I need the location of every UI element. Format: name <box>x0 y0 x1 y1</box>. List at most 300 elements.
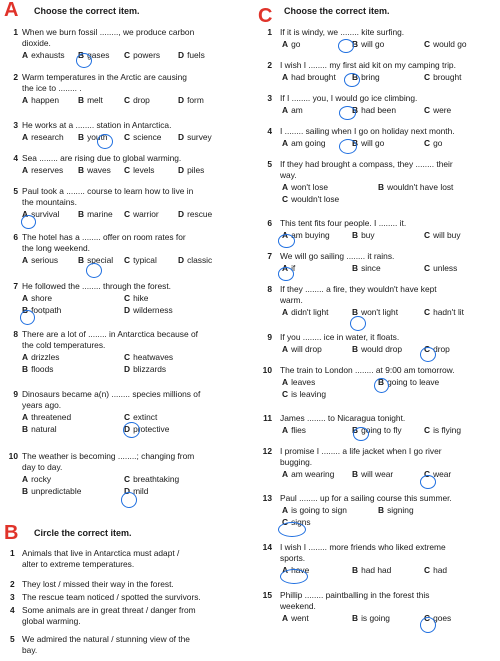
question-text: We will go sailing ........ it rains. <box>280 251 395 261</box>
option-text: go <box>291 39 301 49</box>
options-row <box>282 344 498 355</box>
option-letter: A <box>22 165 29 175</box>
option-letter: A <box>282 565 289 575</box>
answer-option[interactable] <box>124 50 160 61</box>
answer-option[interactable] <box>124 95 150 106</box>
option-text: drizzles <box>31 352 60 362</box>
answer-option[interactable] <box>124 474 179 485</box>
question-text: I promise I ........ a life jacket when I go river <box>280 446 442 456</box>
option-text: would go <box>433 39 467 49</box>
section-title-c: Choose the correct item. <box>284 6 390 16</box>
option-text: since <box>361 263 381 273</box>
circle-item[interactable] <box>10 548 179 559</box>
option-text: signing <box>387 505 414 515</box>
answer-option[interactable] <box>22 352 59 363</box>
option-letter: B <box>352 425 359 435</box>
circle-item[interactable] <box>10 634 190 645</box>
answer-option[interactable] <box>352 613 390 624</box>
option-text: wouldn't have lost <box>387 182 454 192</box>
options-row <box>22 474 244 485</box>
options-row <box>22 165 244 176</box>
answer-option[interactable] <box>352 263 381 274</box>
option-text: flies <box>291 425 306 435</box>
item-number: 2 <box>10 579 15 589</box>
option-letter: D <box>178 165 185 175</box>
option-text: reserves <box>31 165 64 175</box>
option-text: classic <box>187 255 213 265</box>
option-text: go <box>433 138 443 148</box>
item-text: The rescue team noticed / spotted the survivors. <box>22 592 201 602</box>
answer-option[interactable] <box>124 132 161 143</box>
answer-option[interactable] <box>22 95 59 106</box>
circle-item[interactable] <box>10 579 174 590</box>
question-text: I wish I ........ my first aid kit on my camping trip. <box>280 60 456 70</box>
option-letter: A <box>282 425 289 435</box>
option-letter: B <box>22 486 29 496</box>
option-text: exhausts <box>31 50 65 60</box>
answer-option[interactable] <box>124 424 169 435</box>
question-number: 15 <box>262 590 272 600</box>
answer-option[interactable] <box>22 132 64 143</box>
question-text: warm. <box>280 295 303 305</box>
options-row <box>22 95 244 106</box>
answer-option[interactable] <box>282 307 329 318</box>
question-text: James ........ to Nicaragua tonight. <box>280 413 406 423</box>
question-number: 7 <box>267 251 272 261</box>
option-letter: C <box>424 469 431 479</box>
answer-option[interactable] <box>282 138 326 149</box>
option-text: typical <box>133 255 157 265</box>
answer-option[interactable] <box>424 565 447 576</box>
option-letter: B <box>378 377 385 387</box>
options-row <box>282 105 498 116</box>
question-text: weekend. <box>280 601 316 611</box>
option-letter: A <box>282 72 289 82</box>
answer-option[interactable] <box>282 469 334 480</box>
answer-option[interactable] <box>424 39 467 50</box>
answer-option[interactable] <box>352 39 384 50</box>
option-letter: A <box>22 293 29 303</box>
option-text: special <box>87 255 114 265</box>
answer-option[interactable] <box>22 255 58 266</box>
option-text: unpredictable <box>31 486 82 496</box>
option-letter: A <box>282 263 289 273</box>
option-text: had <box>433 565 448 575</box>
option-text: breathtaking <box>133 474 180 484</box>
answer-option[interactable] <box>178 132 212 143</box>
option-letter: A <box>22 352 29 362</box>
answer-option[interactable] <box>22 474 51 485</box>
answer-option[interactable] <box>424 263 457 274</box>
section-letter-a: A <box>4 0 19 21</box>
options-row <box>22 255 244 266</box>
option-letter: C <box>424 565 431 575</box>
option-text: will drop <box>291 344 322 354</box>
option-text: buy <box>361 230 375 240</box>
option-letter: A <box>22 209 29 219</box>
options-row <box>282 138 498 149</box>
answer-option[interactable] <box>282 344 322 355</box>
options-row <box>282 377 498 388</box>
answer-option[interactable] <box>282 377 315 388</box>
option-text: rocky <box>31 474 52 484</box>
options-row <box>282 469 498 480</box>
question-number: 9 <box>267 332 272 342</box>
answer-option[interactable] <box>424 307 464 318</box>
option-letter: D <box>178 132 185 142</box>
option-letter: C <box>124 255 131 265</box>
option-text: wouldn't lose <box>291 194 340 204</box>
answer-option[interactable] <box>178 209 212 220</box>
option-letter: B <box>78 165 85 175</box>
option-text: is going <box>361 613 390 623</box>
answer-option[interactable] <box>424 425 461 436</box>
option-text: piles <box>187 165 205 175</box>
circle-item[interactable] <box>10 559 134 570</box>
answer-option[interactable] <box>78 165 111 176</box>
answer-option[interactable] <box>282 194 339 205</box>
answer-option[interactable] <box>378 377 439 388</box>
answer-option[interactable] <box>352 425 402 436</box>
options-row <box>22 50 244 61</box>
option-letter: A <box>282 307 289 317</box>
option-text: protective <box>133 424 170 434</box>
question <box>4 389 244 449</box>
option-letter: B <box>352 72 359 82</box>
question-number: 1 <box>13 27 18 37</box>
option-text: wilderness <box>133 305 173 315</box>
answer-option[interactable] <box>78 255 113 266</box>
answer-option[interactable] <box>282 72 336 83</box>
option-letter: B <box>378 505 385 515</box>
circle-item[interactable] <box>10 605 196 616</box>
options-row <box>282 307 498 318</box>
answer-option[interactable] <box>124 209 159 220</box>
answer-option[interactable] <box>424 230 461 241</box>
question-text: day to day. <box>22 462 63 472</box>
question-number: 9 <box>13 389 18 399</box>
answer-option[interactable] <box>22 165 63 176</box>
option-text: had had <box>361 565 392 575</box>
option-letter: B <box>78 50 85 60</box>
option-text: mild <box>133 486 149 496</box>
option-text: didn't light <box>291 307 329 317</box>
circle-item[interactable] <box>10 592 201 603</box>
option-text: serious <box>31 255 59 265</box>
item-text: Some animals are in great threat / danger from <box>22 605 196 615</box>
option-letter: A <box>282 613 289 623</box>
option-text: went <box>291 613 309 623</box>
item-number: 1 <box>10 548 15 558</box>
option-letter: A <box>282 505 289 515</box>
option-text: powers <box>133 50 161 60</box>
answer-option[interactable] <box>282 505 347 516</box>
answer-option[interactable] <box>424 469 451 480</box>
answer-option[interactable] <box>22 486 81 497</box>
question-number: 7 <box>13 281 18 291</box>
options-row <box>282 505 498 516</box>
option-letter: B <box>352 263 359 273</box>
option-letter: A <box>22 132 29 142</box>
answer-option[interactable] <box>282 105 303 116</box>
option-text: threatened <box>31 412 72 422</box>
option-text: levels <box>133 165 155 175</box>
question-text: bugging. <box>280 457 313 467</box>
option-letter: B <box>78 132 85 142</box>
option-text: had been <box>361 105 396 115</box>
option-letter: C <box>424 230 431 240</box>
option-letter: C <box>424 72 431 82</box>
option-text: will wear <box>361 469 394 479</box>
option-text: won't lose <box>291 182 329 192</box>
answer-option[interactable] <box>22 424 57 435</box>
question-text: the ice to ........ . <box>22 83 82 93</box>
answer-option[interactable] <box>124 352 173 363</box>
answer-option[interactable] <box>78 132 108 143</box>
question-number: 10 <box>262 365 272 375</box>
item-text: We admired the natural / stunning view of the <box>22 634 190 644</box>
options-row <box>22 412 244 423</box>
question <box>258 590 498 650</box>
answer-option[interactable] <box>424 344 450 355</box>
question-text: If they had brought a compass, they ........ their <box>280 159 453 169</box>
option-text: youth <box>87 132 108 142</box>
item-text: bay. <box>22 645 38 655</box>
answer-option[interactable] <box>378 505 414 516</box>
option-letter: D <box>124 305 131 315</box>
question-text: The hotel has a ........ offer on room rates for <box>22 232 186 242</box>
option-letter: C <box>282 389 289 399</box>
option-letter: C <box>124 293 131 303</box>
question <box>4 451 244 511</box>
question-text: Warm temperatures in the Arctic are causing <box>22 72 187 82</box>
question-number: 3 <box>13 120 18 130</box>
answer-option[interactable] <box>352 565 391 576</box>
options-row <box>22 486 244 497</box>
option-letter: A <box>282 138 289 148</box>
section-letter-c: C <box>258 5 273 27</box>
question-text: Paul ........ up for a sailing course this summer. <box>280 493 452 503</box>
answer-option[interactable] <box>352 138 384 149</box>
section-letter-b: B <box>4 522 19 544</box>
item-text: alter to extreme temperatures. <box>22 559 135 569</box>
answer-option[interactable] <box>178 95 204 106</box>
question-text: The weather is becoming ........; changing from <box>22 451 195 461</box>
answer-option[interactable] <box>124 165 154 176</box>
answer-option[interactable] <box>282 39 300 50</box>
options-row <box>282 613 498 624</box>
answer-option[interactable] <box>124 255 157 266</box>
option-text: bring <box>361 72 380 82</box>
options-row <box>22 132 244 143</box>
answer-option[interactable] <box>352 307 398 318</box>
option-text: going to fly <box>361 425 402 435</box>
option-text: survey <box>187 132 212 142</box>
answer-option[interactable] <box>178 255 212 266</box>
answer-option[interactable] <box>352 230 375 241</box>
option-letter: C <box>424 39 431 49</box>
answer-option[interactable] <box>282 389 326 400</box>
option-letter: A <box>22 474 29 484</box>
option-text: were <box>433 105 452 115</box>
options-row <box>282 389 498 400</box>
options-row <box>282 565 498 576</box>
option-letter: C <box>124 412 131 422</box>
question-number: 11 <box>263 413 272 423</box>
option-letter: B <box>352 613 359 623</box>
option-text: blizzards <box>133 364 167 374</box>
option-letter: B <box>352 105 359 115</box>
answer-option[interactable] <box>424 138 442 149</box>
option-text: going to leave <box>387 377 440 387</box>
option-text: if <box>291 263 296 273</box>
answer-option[interactable] <box>352 469 393 480</box>
option-letter: C <box>124 209 131 219</box>
question-text: Dinosaurs became a(n) ........ species millions of <box>22 389 201 399</box>
answer-option[interactable] <box>282 263 295 274</box>
option-text: am wearing <box>291 469 335 479</box>
question-text: If it is windy, we ........ kite surfing. <box>280 27 405 37</box>
option-text: is leaving <box>291 389 326 399</box>
option-text: leaves <box>291 377 316 387</box>
answer-option[interactable] <box>78 209 113 220</box>
question-number: 8 <box>267 284 272 294</box>
option-letter: A <box>282 39 289 49</box>
answer-option[interactable] <box>282 182 328 193</box>
item-number: 5 <box>10 634 15 644</box>
answer-option[interactable] <box>178 165 204 176</box>
question-number: 4 <box>13 153 18 163</box>
question-number: 13 <box>262 493 272 503</box>
answer-option[interactable] <box>22 412 71 423</box>
option-letter: D <box>178 50 185 60</box>
options-row <box>22 209 244 220</box>
option-text: have <box>291 565 310 575</box>
answer-option[interactable] <box>424 72 461 83</box>
options-row <box>282 182 498 193</box>
option-letter: C <box>282 517 289 527</box>
answer-option[interactable] <box>424 105 451 116</box>
option-letter: A <box>22 95 29 105</box>
question-number: 2 <box>13 72 18 82</box>
question-number: 6 <box>13 232 18 242</box>
option-text: had brought <box>291 72 336 82</box>
option-text: wear <box>433 469 452 479</box>
answer-option[interactable] <box>78 50 109 61</box>
option-letter: C <box>124 50 131 60</box>
question-text: the long weekend. <box>22 243 90 253</box>
question-text: If you ........ ice in water, it floats. <box>280 332 400 342</box>
answer-option[interactable] <box>282 230 330 241</box>
answer-option[interactable] <box>352 72 380 83</box>
options-row <box>282 39 498 50</box>
answer-option[interactable] <box>282 425 306 436</box>
option-letter: B <box>352 230 359 240</box>
option-letter: B <box>78 255 85 265</box>
answer-option[interactable] <box>282 517 311 528</box>
answer-option[interactable] <box>178 50 205 61</box>
question <box>258 159 498 219</box>
option-letter: C <box>424 263 431 273</box>
answer-option[interactable] <box>124 293 148 304</box>
answer-option[interactable] <box>378 182 453 193</box>
option-text: is going to sign <box>291 505 347 515</box>
answer-option[interactable] <box>78 95 103 106</box>
question-number: 5 <box>13 186 18 196</box>
option-text: rescue <box>187 209 213 219</box>
option-text: floods <box>31 364 54 374</box>
answer-option[interactable] <box>424 613 451 624</box>
option-letter: B <box>352 469 359 479</box>
options-row <box>22 424 244 435</box>
option-text: will buy <box>433 230 461 240</box>
options-row <box>282 194 498 205</box>
option-letter: A <box>22 255 29 265</box>
question-number: 14 <box>262 542 272 552</box>
option-letter: C <box>124 165 131 175</box>
option-letter: C <box>424 613 431 623</box>
circle-item[interactable] <box>10 616 81 627</box>
question-text: I wish I ........ more friends who liked extreme <box>280 542 446 552</box>
option-letter: D <box>124 364 131 374</box>
answer-option[interactable] <box>124 486 148 497</box>
options-row <box>282 263 498 274</box>
answer-option[interactable] <box>282 613 309 624</box>
option-text: signs <box>291 517 311 527</box>
option-letter: C <box>424 307 431 317</box>
answer-option[interactable] <box>22 293 52 304</box>
option-text: am <box>291 105 303 115</box>
option-letter: B <box>352 138 359 148</box>
circle-item[interactable] <box>10 645 37 656</box>
options-row <box>22 305 244 316</box>
answer-option[interactable] <box>22 364 53 375</box>
option-letter: B <box>22 305 29 315</box>
option-letter: C <box>424 344 431 354</box>
section-title-a: Choose the correct item. <box>34 6 140 16</box>
option-text: would drop <box>361 344 403 354</box>
question-text: He followed the ........ through the forest. <box>22 281 171 291</box>
question-number: 2 <box>267 60 272 70</box>
question-text: If I ........ you, I would go ice climbing. <box>280 93 418 103</box>
question-text: the mountains. <box>22 197 77 207</box>
option-letter: D <box>124 486 131 496</box>
item-number: 3 <box>10 592 15 602</box>
answer-option[interactable] <box>22 209 59 220</box>
answer-option[interactable] <box>22 305 61 316</box>
option-letter: A <box>282 344 289 354</box>
answer-option[interactable] <box>282 565 309 576</box>
options-row <box>282 517 498 528</box>
answer-option[interactable] <box>124 305 173 316</box>
option-text: am going <box>291 138 326 148</box>
option-text: waves <box>87 165 111 175</box>
question-text: the cold temperatures. <box>22 340 106 350</box>
option-letter: D <box>178 209 185 219</box>
answer-option[interactable] <box>352 344 402 355</box>
question-text: Phillip ........ paintballing in the forest this <box>280 590 430 600</box>
answer-option[interactable] <box>124 412 157 423</box>
option-text: warrior <box>133 209 159 219</box>
answer-option[interactable] <box>352 105 396 116</box>
option-text: drop <box>133 95 150 105</box>
answer-option[interactable] <box>124 364 166 375</box>
option-letter: A <box>22 412 29 422</box>
answer-option[interactable] <box>22 50 65 61</box>
question-text: I ........ sailing when I go on holiday next month. <box>280 126 455 136</box>
option-text: marine <box>87 209 113 219</box>
option-letter: B <box>22 364 29 374</box>
